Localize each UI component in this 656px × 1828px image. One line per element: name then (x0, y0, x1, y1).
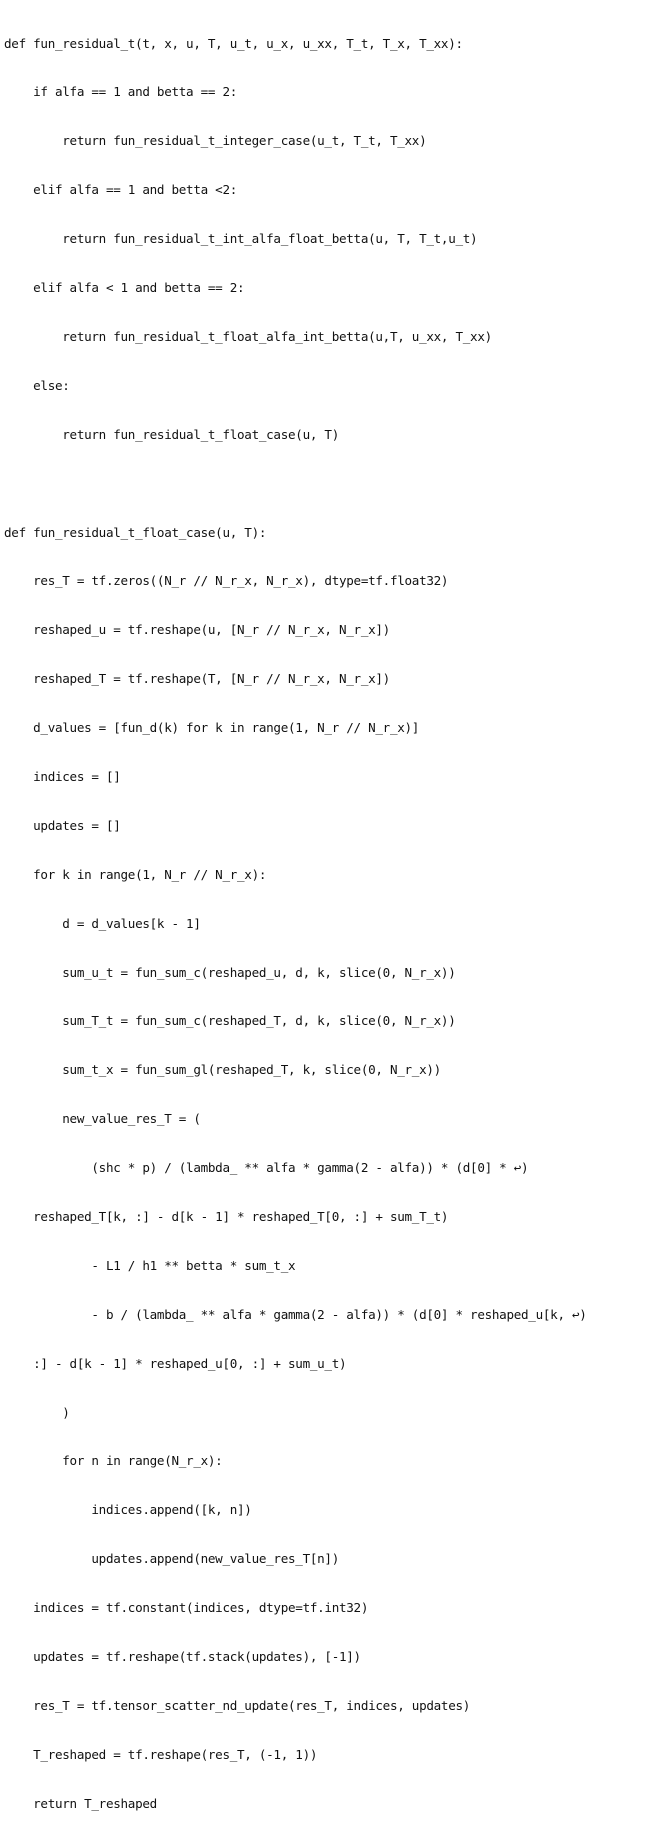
code-line (4, 476, 587, 492)
code-line: else: (4, 377, 70, 393)
code-line: return fun_residual_t_int_alfa_float_betta(u, T, T_t,u_t) (4, 231, 478, 247)
code-line: indices = [] (4, 768, 121, 784)
code-line: sum_u_t = fun_sum_c(reshaped_u, d, k, slice(0, N_r_x)) (4, 964, 456, 980)
code-line: for k in range(1, N_r // N_r_x): (4, 866, 267, 882)
code-line: def fun_residual_t(t, x, u, T, u_t, u_x, u_xx, T_t, T_x, T_xx): (4, 35, 463, 51)
code-line: new_value_res_T = ( (4, 1111, 201, 1127)
code-line: T_reshaped = tf.reshape(res_T, (-1, 1)) (4, 1746, 318, 1762)
code-line: reshaped_u = tf.reshape(u, [N_r // N_r_x, N_r_x]) (4, 622, 390, 638)
code-line: elif alfa == 1 and betta <2: (4, 182, 238, 198)
code-line: if alfa == 1 and betta == 2: (4, 84, 238, 100)
code-line: reshaped_T[k, :] - d[k - 1] * reshaped_T[0, :] + sum_T_t) (4, 1208, 449, 1224)
code-line: sum_T_t = fun_sum_c(reshaped_T, d, k, slice(0, N_r_x)) (4, 1013, 456, 1029)
code-line: indices = tf.constant(indices, dtype=tf.int32) (4, 1600, 369, 1616)
code-listing (4, 3, 587, 1828)
code-line: res_T = tf.tensor_scatter_nd_update(res_T, indices, updates) (4, 1697, 471, 1713)
code-line: d = d_values[k - 1] (4, 915, 201, 931)
code-line: indices.append([k, n]) (4, 1502, 252, 1518)
code-line: return fun_residual_t_float_alfa_int_betta(u,T, u_xx, T_xx) (4, 328, 492, 344)
code-line: res_T = tf.zeros((N_r // N_r_x, N_r_x), dtype=tf.float32) (4, 573, 449, 589)
code-line: sum_t_x = fun_sum_gl(reshaped_T, k, slice(0, N_r_x)) (4, 1062, 441, 1078)
code-line: for n in range(N_r_x): (4, 1453, 223, 1469)
code-line: updates = [] (4, 817, 121, 833)
code-line: :] - d[k - 1] * reshaped_u[0, :] + sum_u_t) (4, 1355, 347, 1371)
code-line: return fun_residual_t_integer_case(u_t, T_t, T_xx) (4, 133, 427, 149)
code-line: elif alfa < 1 and betta == 2: (4, 280, 245, 296)
code-line: reshaped_T = tf.reshape(T, [N_r // N_r_x, N_r_x]) (4, 671, 390, 687)
code-line: - b / (lambda_ ** alfa * gamma(2 - alfa)) * (d[0] * reshaped_u[k, ↩) (4, 1306, 587, 1322)
code-line: (shc * p) / (lambda_ ** alfa * gamma(2 - alfa)) * (d[0] * ↩) (4, 1160, 529, 1176)
code-line: return T_reshaped (4, 1795, 157, 1811)
code-line: updates = tf.reshape(tf.stack(updates), [-1]) (4, 1648, 361, 1664)
code-line: updates.append(new_value_res_T[n]) (4, 1551, 339, 1567)
code-line: d_values = [fun_d(k) for k in range(1, N_r // N_r_x)] (4, 720, 420, 736)
code-line: - L1 / h1 ** betta * sum_t_x (4, 1257, 296, 1273)
code-line: def fun_residual_t_float_case(u, T): (4, 524, 267, 540)
code-line: ) (4, 1404, 70, 1420)
code-line: return fun_residual_t_float_case(u, T) (4, 426, 339, 442)
